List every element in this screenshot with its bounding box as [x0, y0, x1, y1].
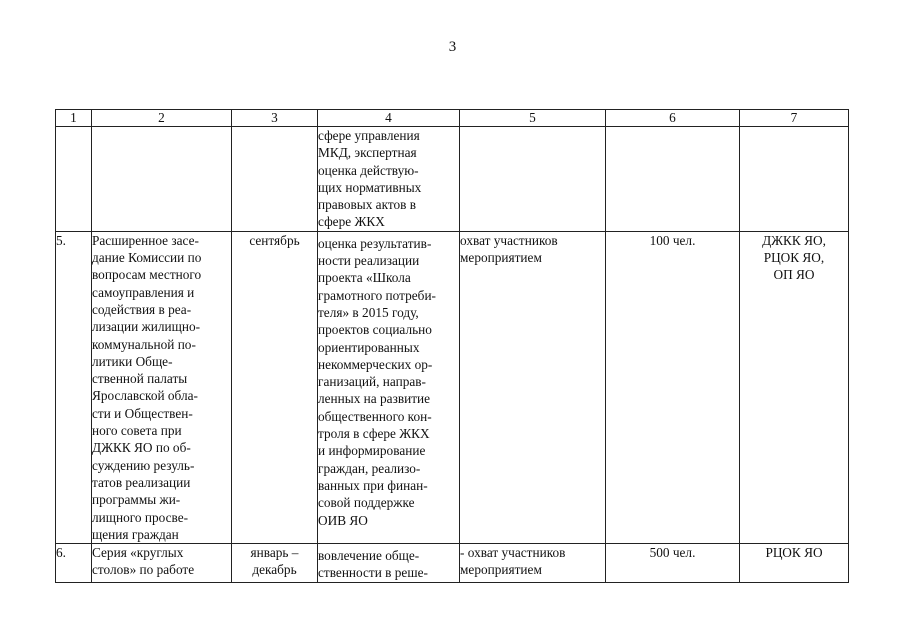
event-responsible: РЦОК ЯО	[740, 544, 849, 583]
column-header: 6	[606, 110, 740, 127]
page-number: 3	[448, 39, 457, 55]
column-header: 5	[460, 110, 606, 127]
column-header: 4	[318, 110, 460, 127]
table-row	[56, 544, 849, 583]
event-action: сфере управления МКД, экспертная оценка действую- щих нормативных правовых актов в сфере ЖКХ	[318, 127, 460, 232]
event-date	[232, 127, 318, 232]
column-header: 1	[56, 110, 92, 127]
event-value	[606, 127, 740, 232]
row-number: 5.	[56, 231, 92, 543]
event-date: сентябрь	[232, 231, 318, 543]
plan-table	[55, 109, 849, 583]
event-indicator	[460, 127, 606, 232]
row-number	[56, 127, 92, 232]
event-name: Расширенное засе- дание Комиссии по вопросам местного самоуправления и содействия в реа- лизации жилищно- коммунальной по- литики Обще- ственной палаты Ярославской обла- сти и Обществен- ного совета при ДЖКК ЯО по об- суждению резуль- татов реализации программы жи- лищного просве- щения граждан	[92, 231, 232, 543]
event-name	[92, 127, 232, 232]
event-responsible: ДЖКК ЯО, РЦОК ЯО, ОП ЯО	[740, 231, 849, 543]
column-header: 7	[740, 110, 849, 127]
header-row	[56, 110, 849, 127]
table-row	[56, 231, 849, 543]
row-number: 6.	[56, 544, 92, 583]
table-row	[56, 127, 849, 232]
event-value: 500 чел.	[606, 544, 740, 583]
event-action: оценка результатив- ности реализации проекта «Школа грамотного потреби- теля» в 2015 году, проектов социально ориентированных некоммерческих ор- ганизаций, направ- ленных на развитие общественного кон- троля в сфере ЖКХ и информирование граждан, реализо- ванных при финан- совой поддержке ОИВ ЯО	[318, 231, 460, 543]
event-date: январь – декабрь	[232, 544, 318, 583]
event-indicator: - охват участников мероприятием	[460, 544, 606, 583]
event-name: Серия «круглых столов» по работе	[92, 544, 232, 583]
event-responsible	[740, 127, 849, 232]
event-action: вовлечение обще- ственности в реше-	[318, 544, 460, 583]
event-indicator: охват участников мероприятием	[460, 231, 606, 543]
event-value: 100 чел.	[606, 231, 740, 543]
column-header: 2	[92, 110, 232, 127]
column-header: 3	[232, 110, 318, 127]
